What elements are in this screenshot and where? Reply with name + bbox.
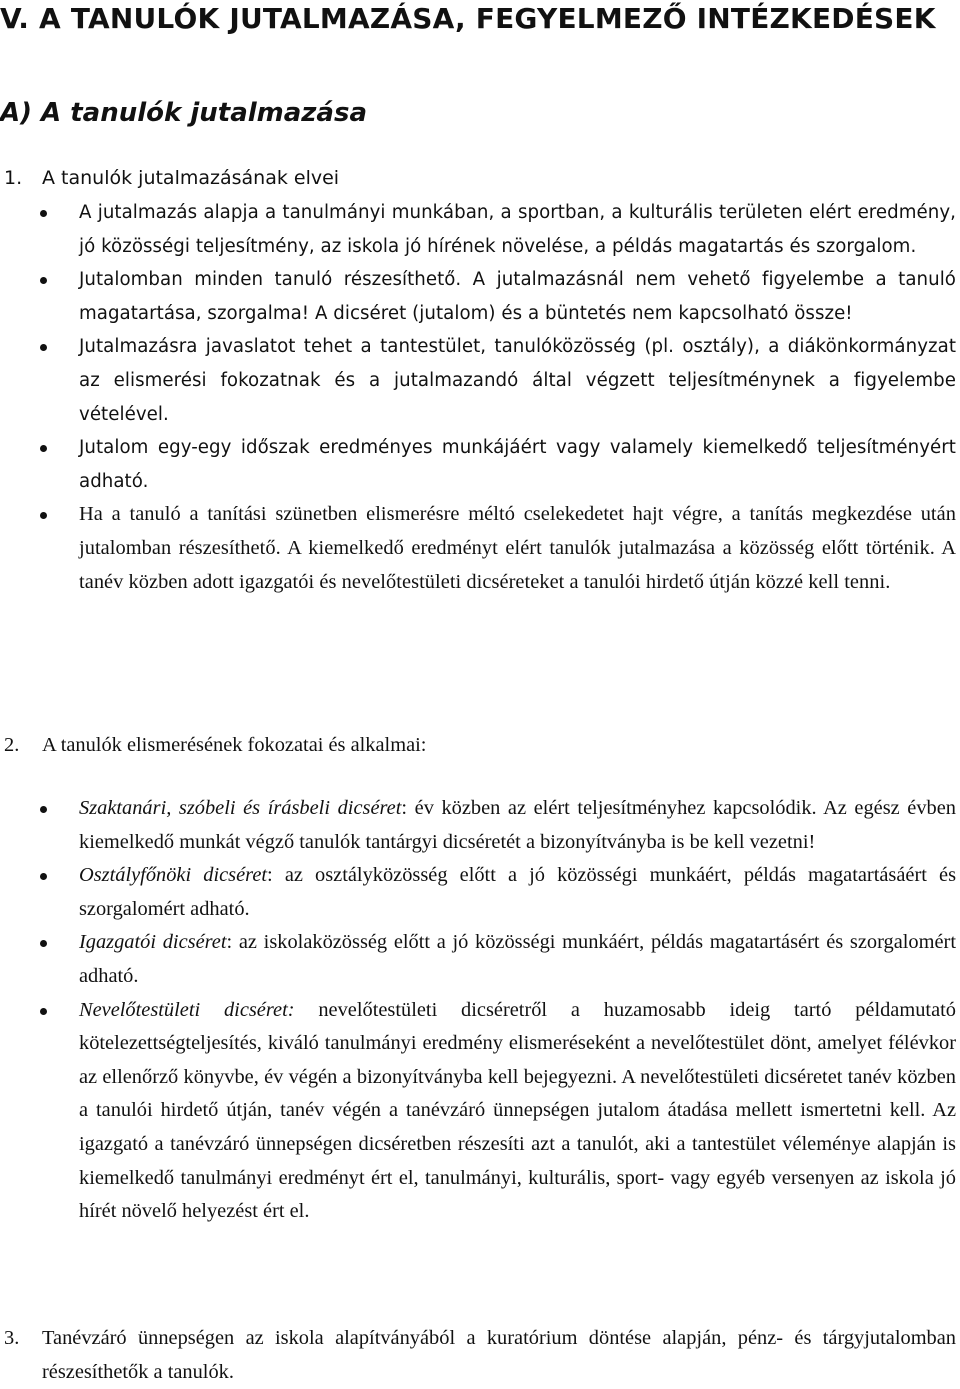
recognition-description: : az osztályközösség előtt a jó közösségi munkáért, példás magatartásáért és szorgalomért adható. [79,864,956,920]
principles-list [0,196,956,599]
list-item-text: Jutalomban minden tanuló részesíthető. A jutalmazásnál nem vehető figyelembe a tanuló magatartása, szorgalma! A dicséret (jutalom) és a büntetés nem kapcsolható össze! [79,269,956,324]
list-item-text: A jutalmazás alapja a tanulmányi munkában, a sportban, a kulturális területen elért eredmény, jó közösségi teljesítmény, az iskola jó hírének növelése, a példás magatartás és szorgalom. [79,202,956,257]
point-1-heading [0,162,339,195]
list-item-text: Ha a tanuló a tanítási szünetben elismerésre méltó cselekedetet hajt végre, a tanítás megkezdése után jutalomban részesíthető. A kiemelkedő eredményt elért tanulók jutalmazása a közösség előtt történik. A tanév közben adott igazgatói és nevelőtestületi dicséreteket a tanulói hirdető útján közzé kell tenni. [79,503,956,593]
bullet-icon [40,344,47,351]
list-item-text: Jutalom egy-egy időszak eredményes munkájáért vagy valamely kiemelkedő teljesítményért adható. [79,437,956,492]
recognition-term: Igazgatói dicséret [79,931,227,954]
point-3-text: Tanévzáró ünnepségen az iskola alapítványából a kuratórium döntése alapján, pénz- és tárgyjutalomban részesíthetők a tanulók. [42,1327,956,1383]
recognition-term: Nevelőtestületi dicséret: [79,998,295,1021]
point-3-body [0,1322,956,1389]
recognition-term: Szaktanári, szóbeli és írásbeli dicséret [79,797,402,819]
bullet-icon [40,210,47,217]
list-item [0,792,956,859]
recognition-levels-list [0,792,956,1229]
point-3-number: 3. [4,1327,20,1349]
list-item [0,859,956,926]
list-item-text: Jutalmazásra javaslatot tehet a tantestület, tanulóközösség (pl. osztály), a diákönkormányzat az elismerési fokozatnak és a jutalmazandó által végzett teljesítménynek a figyelembe vételével. [79,336,956,425]
bullet-icon [40,940,47,947]
list-item [0,498,956,599]
bullet-icon [40,1008,47,1015]
point-1-heading-text: A tanulók jutalmazásának elvei [42,167,340,189]
list-item [0,263,956,330]
list-item [0,431,956,498]
recognition-description: : az iskolaközösség előtt a jó közösségi munkáért, példás magatartásért és szorgalomért adható. [79,931,956,987]
bullet-icon [40,873,47,880]
list-item [0,330,956,431]
recognition-description: : év közben az elért teljesítményhez kapcsolódik. Az egész évben kiemelkedő munkát végző tanulók tantárgyi dicséretét a bizonyítványba is be kell vezetni! [79,797,956,853]
recognition-term: Osztályfőnöki dicséret [79,864,268,887]
point-2-heading-text: A tanulók elismerésének fokozatai és alkalmai: [42,734,427,756]
bullet-icon [40,512,47,519]
recognition-description: nevelőtestületi dicséretről a huzamosabb ideig tartó példamutató kötelezettségteljesítés, kiváló tanulmányi eredmény elismeréseként a nevelőtestület dönt, amelyet félévkor az ellenőrző könyvbe, év végén a bizonyítványba kell bejegyezni. A nevelőtestületi dicséretet tanév közben a tanulói hirdető útján, tanév végén a tanévzáró ünnepségen jutalom átadása mellett ismertetni kell. Az igazgató a tanévzáró ünnepségen dicséretben részesíti azt a tanulót, aki a tantestület véleménye alapján is kiemelkedő tanulmányi eredményt ért el, tanulmányi, kulturális, sport- vagy egyéb versenyen az iskola jó hírét növelő helyezést ért el. [79,998,956,1223]
list-item [0,196,956,263]
point-2-number: 2. [4,734,20,756]
point-3 [0,1322,956,1389]
point-2-heading [0,729,426,762]
list-item [0,926,956,993]
bullet-icon [40,277,47,284]
bullet-icon [40,806,47,813]
list-item [0,994,956,1229]
subsection-title: A) A tanulók jutalmazása [0,98,367,128]
section-title: V. A TANULÓK JUTALMAZÁSA, FEGYELMEZŐ INTÉZKEDÉSEK [0,2,936,35]
bullet-icon [40,445,47,452]
point-1-number: 1. [4,167,23,189]
